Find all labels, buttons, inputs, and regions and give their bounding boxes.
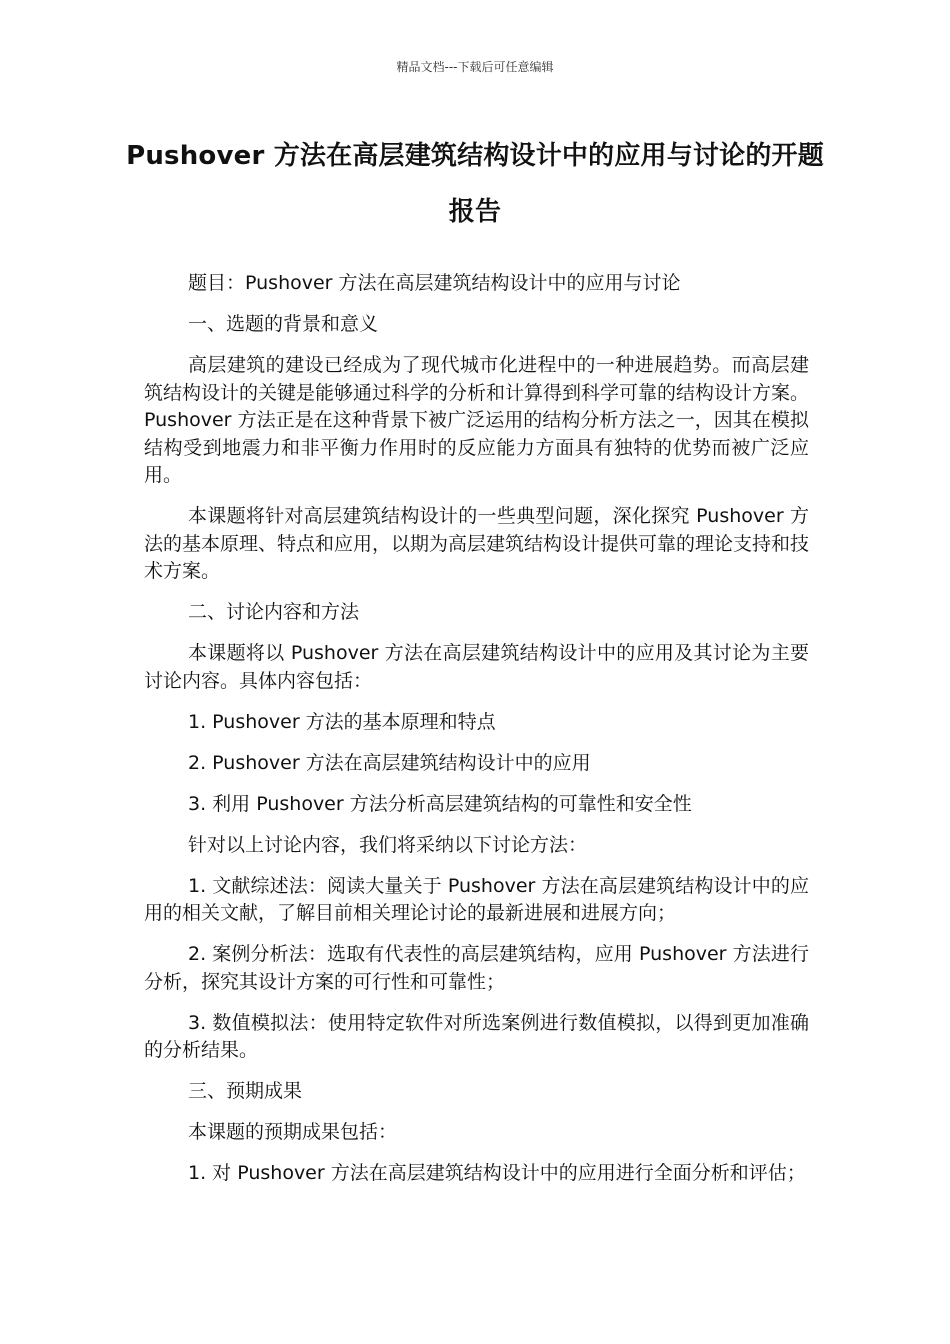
paragraph-background: 高层建筑的建设已经成为了现代城市化进程中的一种进展趋势。而高层建筑结构设计的关键是能够通过科学的分析和计算得到科学可靠的结构设计方案。Pushover 方法正是在这种背景下被广泛运用的结构分析方法之一，因其在模拟结构受到地震力和非平衡力作用时的反应能力方面具有独特的优势而被广泛应用。	[144, 354, 810, 486]
paragraph-content-intro: 本课题将以 Pushover 方法在高层建筑结构设计中的应用及其讨论为主要讨论内容。具体内容包括：	[144, 642, 809, 692]
result-item-1: 1. 对 Pushover 方法在高层建筑结构设计中的应用进行全面分析和评估；	[188, 1162, 806, 1184]
content-item-3: 3. 利用 Pushover 方法分析高层建筑结构的可靠性和安全性	[188, 792, 692, 815]
document-title: Pushover 方法在高层建筑结构设计中的应用与讨论的开题报告	[126, 141, 824, 227]
paragraph-purpose: 本课题将针对高层建筑结构设计的一些典型问题，深化探究 Pushover 方法的基本原理、特点和应用，以期为高层建筑结构设计提供可靠的理论支持和技术方案。	[144, 505, 810, 582]
paragraph-results-intro: 本课题的预期成果包括：	[188, 1121, 398, 1143]
section-heading-expected-results: 三、预期成果	[188, 1080, 303, 1102]
section-heading-background: 一、选题的背景和意义	[188, 313, 379, 335]
section-heading-content-methods: 二、讨论内容和方法	[188, 601, 360, 623]
method-item-2: 2. 案例分析法：选取有代表性的高层建筑结构，应用 Pushover 方法进行分析，探究其设计方案的可行性和可靠性；	[144, 943, 809, 993]
content-item-1: 1. Pushover 方法的基本原理和特点	[188, 710, 496, 733]
method-item-3: 3. 数值模拟法：使用特定软件对所选案例进行数值模拟，以得到更加准确的分析结果。	[144, 1011, 809, 1061]
topic-line: 题目：Pushover 方法在高层建筑结构设计中的应用与讨论	[188, 272, 681, 294]
method-item-1: 1. 文献综述法：阅读大量关于 Pushover 方法在高层建筑结构设计中的应用的相关文献，了解目前相关理论讨论的最新进展和进展方向；	[144, 874, 809, 924]
paragraph-methods-intro: 针对以上讨论内容，我们将采纳以下讨论方法：	[188, 833, 588, 856]
document-body	[144, 270, 809, 1201]
content-item-2: 2. Pushover 方法在高层建筑结构设计中的应用	[188, 751, 591, 774]
page-header: 精品文档---下载后可任意编辑	[396, 60, 554, 74]
